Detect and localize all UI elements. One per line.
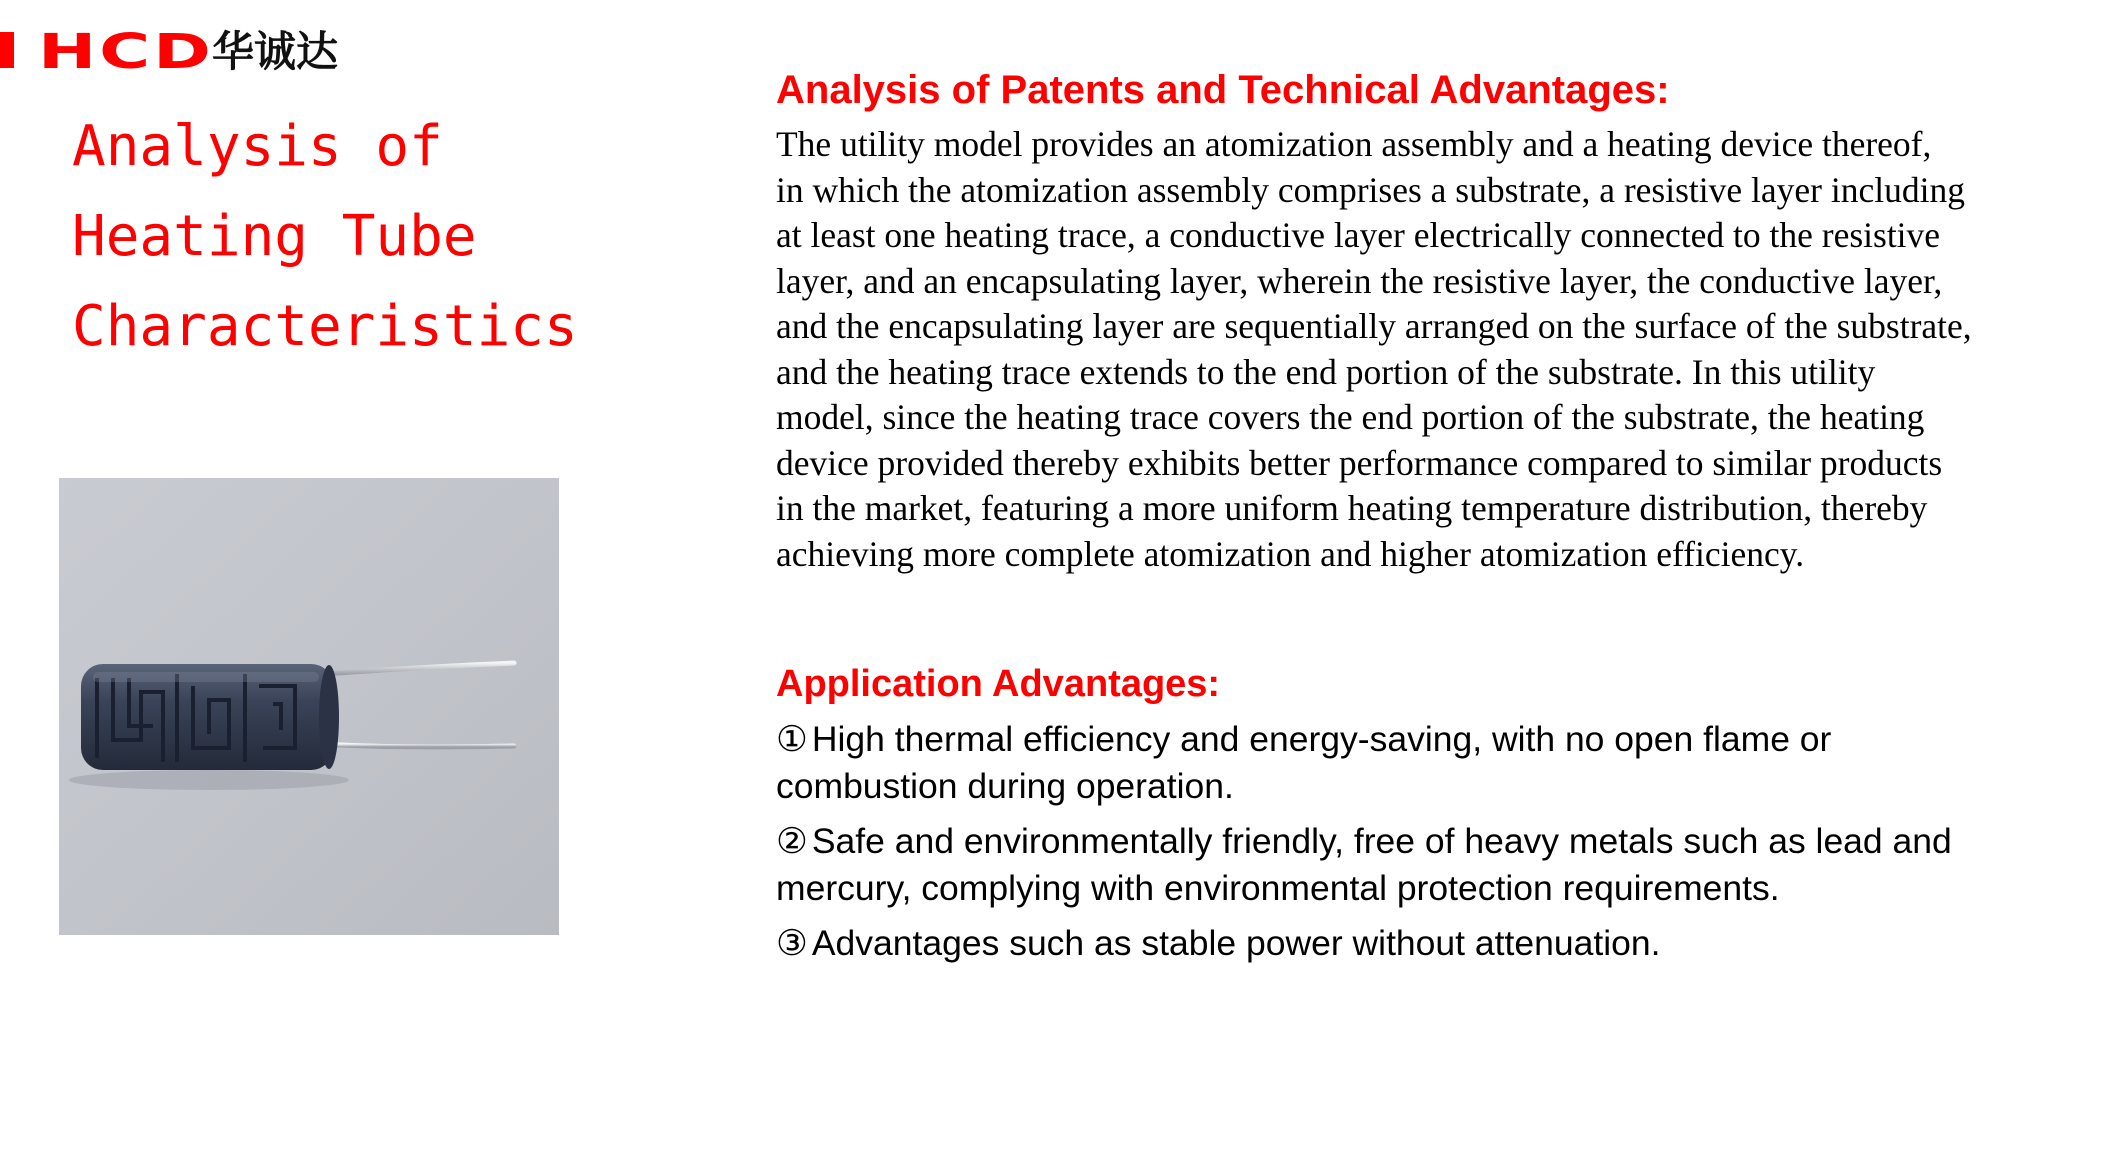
heating-tube-photo xyxy=(59,478,559,935)
item-number: ① xyxy=(776,719,808,759)
list-item xyxy=(776,818,2096,912)
paragraph-line: at least one heating trace, a conductive layer electrically connected to the resistive xyxy=(776,215,1941,255)
paragraph-line: in the market, featuring a more uniform heating temperature distribution, thereby xyxy=(776,488,1928,528)
item-text: High thermal efficiency and energy-saving, with no open flame or xyxy=(811,719,1832,759)
item-number: ② xyxy=(776,821,808,861)
paragraph-line: The utility model provides an atomization assembly and a heating device thereof, xyxy=(776,124,1932,164)
list-item xyxy=(776,920,2096,967)
logo-chinese-name: 华诚达 xyxy=(212,27,339,76)
list-item xyxy=(776,716,2096,810)
brand-accent-bar xyxy=(0,32,14,68)
item-text: Safe and environmentally friendly, free of heavy metals such as lead and xyxy=(811,821,1952,861)
applications-section-title: Application Advantages: xyxy=(776,663,1221,705)
item-number: ③ xyxy=(776,923,808,963)
item-text-continued: combustion during operation. xyxy=(776,766,1234,806)
page-title-line: Heating Tube xyxy=(72,204,477,269)
patents-paragraph xyxy=(776,122,2076,577)
paragraph-line: layer, and an encapsulating layer, wherein the resistive layer, the conductive layer, xyxy=(776,260,1943,301)
page-title-line: Analysis of xyxy=(72,114,443,179)
paragraph-line: model, since the heating trace covers the end portion of the substrate, the heating xyxy=(776,397,1925,437)
applications-list xyxy=(776,716,2096,975)
company-logo xyxy=(38,22,338,82)
patents-section-title: Analysis of Patents and Technical Advantages: xyxy=(776,68,1670,112)
paragraph-line: device provided thereby exhibits better performance compared to similar products xyxy=(776,442,1943,483)
paragraph-line: achieving more complete atomization and higher atomization efficiency. xyxy=(776,533,1805,574)
item-text-continued: mercury, complying with environmental protection requirements. xyxy=(776,868,1780,908)
logo-mark: HCD xyxy=(38,24,214,80)
paragraph-line: and the encapsulating layer are sequentially arranged on the surface of the substrate, xyxy=(776,306,1972,346)
page-title-line: Characteristics xyxy=(72,294,578,359)
page-title xyxy=(72,102,578,372)
item-text: Advantages such as stable power without attenuation. xyxy=(811,923,1661,963)
paragraph-line: and the heating trace extends to the end portion of the substrate. In this utility xyxy=(776,351,1876,392)
heating-tube-image xyxy=(59,478,559,935)
paragraph-line: in which the atomization assembly comprises a substrate, a resistive layer including xyxy=(776,169,1965,210)
